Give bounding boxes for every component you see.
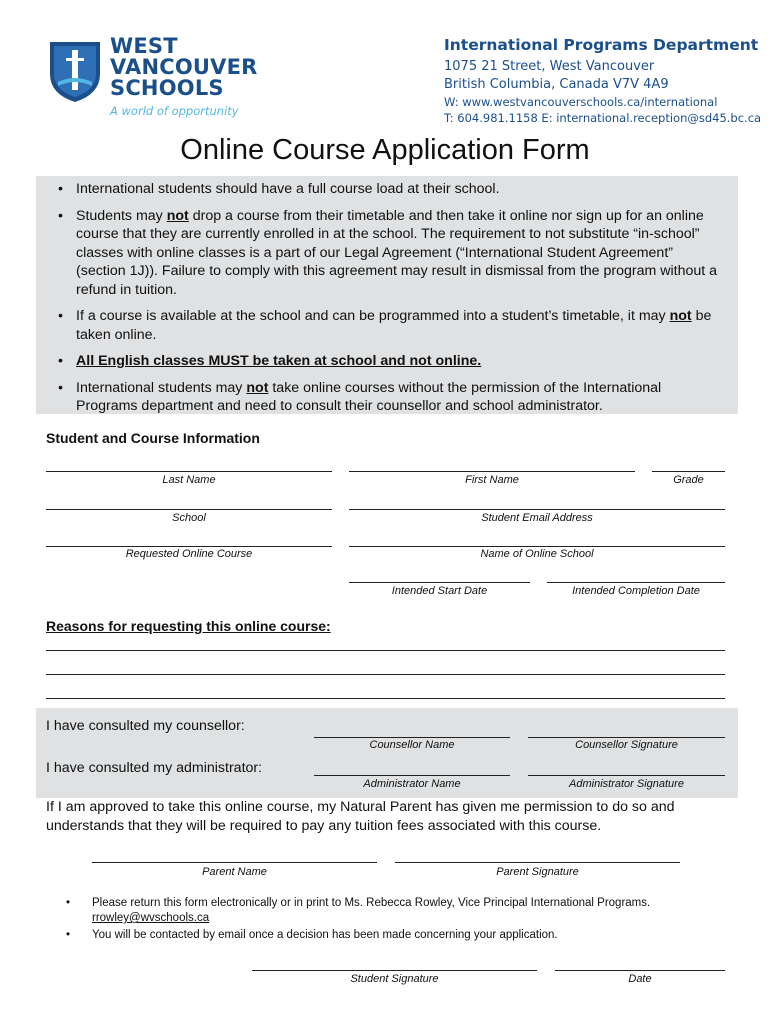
policy-bullet-5-post: take online courses without the permission of the International Programs department and need to consult their counsellor and school administrator. [76,379,662,414]
policy-bullet-3-pre: If a course is available at the school and can be programmed into a student’s timetable, it may [76,308,670,324]
start-date-field[interactable] [349,582,530,583]
policy-bullet-5-emphasis: not [246,379,269,396]
online-school-field[interactable] [349,546,725,547]
requested-course-label: Requested Online Course [125,548,253,560]
parent-signature-field[interactable] [395,862,680,863]
first-name-label: First Name [465,474,519,486]
policy-bullet-1 [56,180,724,199]
website-line: W: www.westvancouverschools.ca/international [444,95,718,109]
return-note-1 [64,896,724,926]
date-label: Date [628,973,652,985]
student-section-heading: Student and Course Information [46,430,260,446]
completion-date-label: Intended Completion Date [572,585,700,597]
policy-bullet-2-emphasis: not [166,207,189,224]
requested-course-field[interactable] [46,546,332,547]
administrator-signature-field[interactable] [528,775,725,776]
department-title: International Programs Department [444,36,759,54]
department-contact-block [444,36,761,126]
reason-line-1[interactable] [46,650,725,651]
policy-bullet-5 [56,379,724,416]
parent-name-field[interactable] [92,862,377,863]
policy-bullet-2-post: drop a course from their timetable and then take it online nor sign up for an online course that they are currently enrolled in at the school. The requirement to not substitute “in-school” classes with online classes is a part of our Legal Agreement (“International Student Agreement” (section 1J)). Failure to comply with this agreement may result in dismissal from the program without a refund in tuition. [76,207,718,298]
last-name-label: Last Name [162,474,216,486]
reasons-heading: Reasons for requesting this online course: [46,618,331,634]
policy-bullet-list [56,180,724,424]
form-title: Online Course Application Form [180,134,590,166]
policy-bullet-4-text: All English classes MUST be taken at school and not online. [76,353,482,369]
administrator-name-field[interactable] [314,775,510,776]
policy-bullet-2-pre: Students may [76,207,167,224]
last-name-field[interactable] [46,471,332,472]
policy-bullet-3-emphasis: not [669,308,692,324]
logo-line-2: VANCOUVER [110,55,258,79]
grade-label: Grade [673,474,704,486]
counsellor-consult-label: I have consulted my counsellor: [46,718,245,734]
counsellor-signature-label: Counsellor Signature [575,739,678,751]
logo-line-1: WEST [110,34,178,58]
reason-line-3[interactable] [46,698,725,699]
logo-line-3: SCHOOLS [110,76,224,100]
student-signature-label: Student Signature [350,973,439,985]
policy-bullet-4 [56,352,724,371]
date-field[interactable] [555,970,725,971]
student-email-label: Student Email Address [481,512,593,524]
school-field[interactable] [46,509,332,510]
student-signature-field[interactable] [252,970,537,971]
policy-bullet-3 [56,307,724,344]
return-note-2-text: You will be contacted by email once a decision has been made concerning your application. [92,929,558,941]
policy-bullet-3-post: be taken online. [76,308,712,343]
completion-date-field[interactable] [547,582,725,583]
counsellor-signature-field[interactable] [528,737,725,738]
address-line-1: 1075 21 Street, West Vancouver [444,59,655,74]
grade-field[interactable] [652,471,725,472]
student-email-field[interactable] [349,509,725,510]
school-label: School [172,512,206,524]
parent-permission-statement: If I am approved to take this online course, my Natural Parent has given me permission to do so and understands that they will be required to pay any tuition fees associated with this course. [46,799,675,834]
logo-tagline: A world of opportunity [110,104,239,118]
administrator-signature-label: Administrator Signature [569,778,684,790]
return-note-2 [64,928,724,943]
policy-bullet-5-pre: International students may [76,379,247,396]
first-name-field[interactable] [349,471,635,472]
contact-email-link[interactable]: rrowley@wvschools.ca [92,912,210,924]
administrator-name-label: Administrator Name [363,778,461,790]
return-instructions [64,896,724,945]
policy-bullet-1-text: International students should have a full course load at their school. [76,181,500,197]
school-shield-logo-icon [48,38,102,104]
school-logo-wordmark [110,36,258,99]
counsellor-name-label: Counsellor Name [369,739,455,751]
parent-signature-label: Parent Signature [496,866,579,878]
reason-line-2[interactable] [46,674,725,675]
policy-bullet-2 [56,207,724,300]
administrator-consult-label: I have consulted my administrator: [46,760,263,776]
counsellor-name-field[interactable] [314,737,510,738]
parent-name-label: Parent Name [202,866,267,878]
phone-email-line: T: 604.981.1158 E: international.reception@sd45.bc.ca [444,111,762,125]
return-note-1-text: Please return this form electronically or in print to Ms. Rebecca Rowley, Vice Principal International Programs. [92,897,651,909]
start-date-label: Intended Start Date [391,585,488,597]
address-line-2: British Columbia, Canada V7V 4A9 [444,77,669,92]
online-school-label: Name of Online School [480,548,594,560]
